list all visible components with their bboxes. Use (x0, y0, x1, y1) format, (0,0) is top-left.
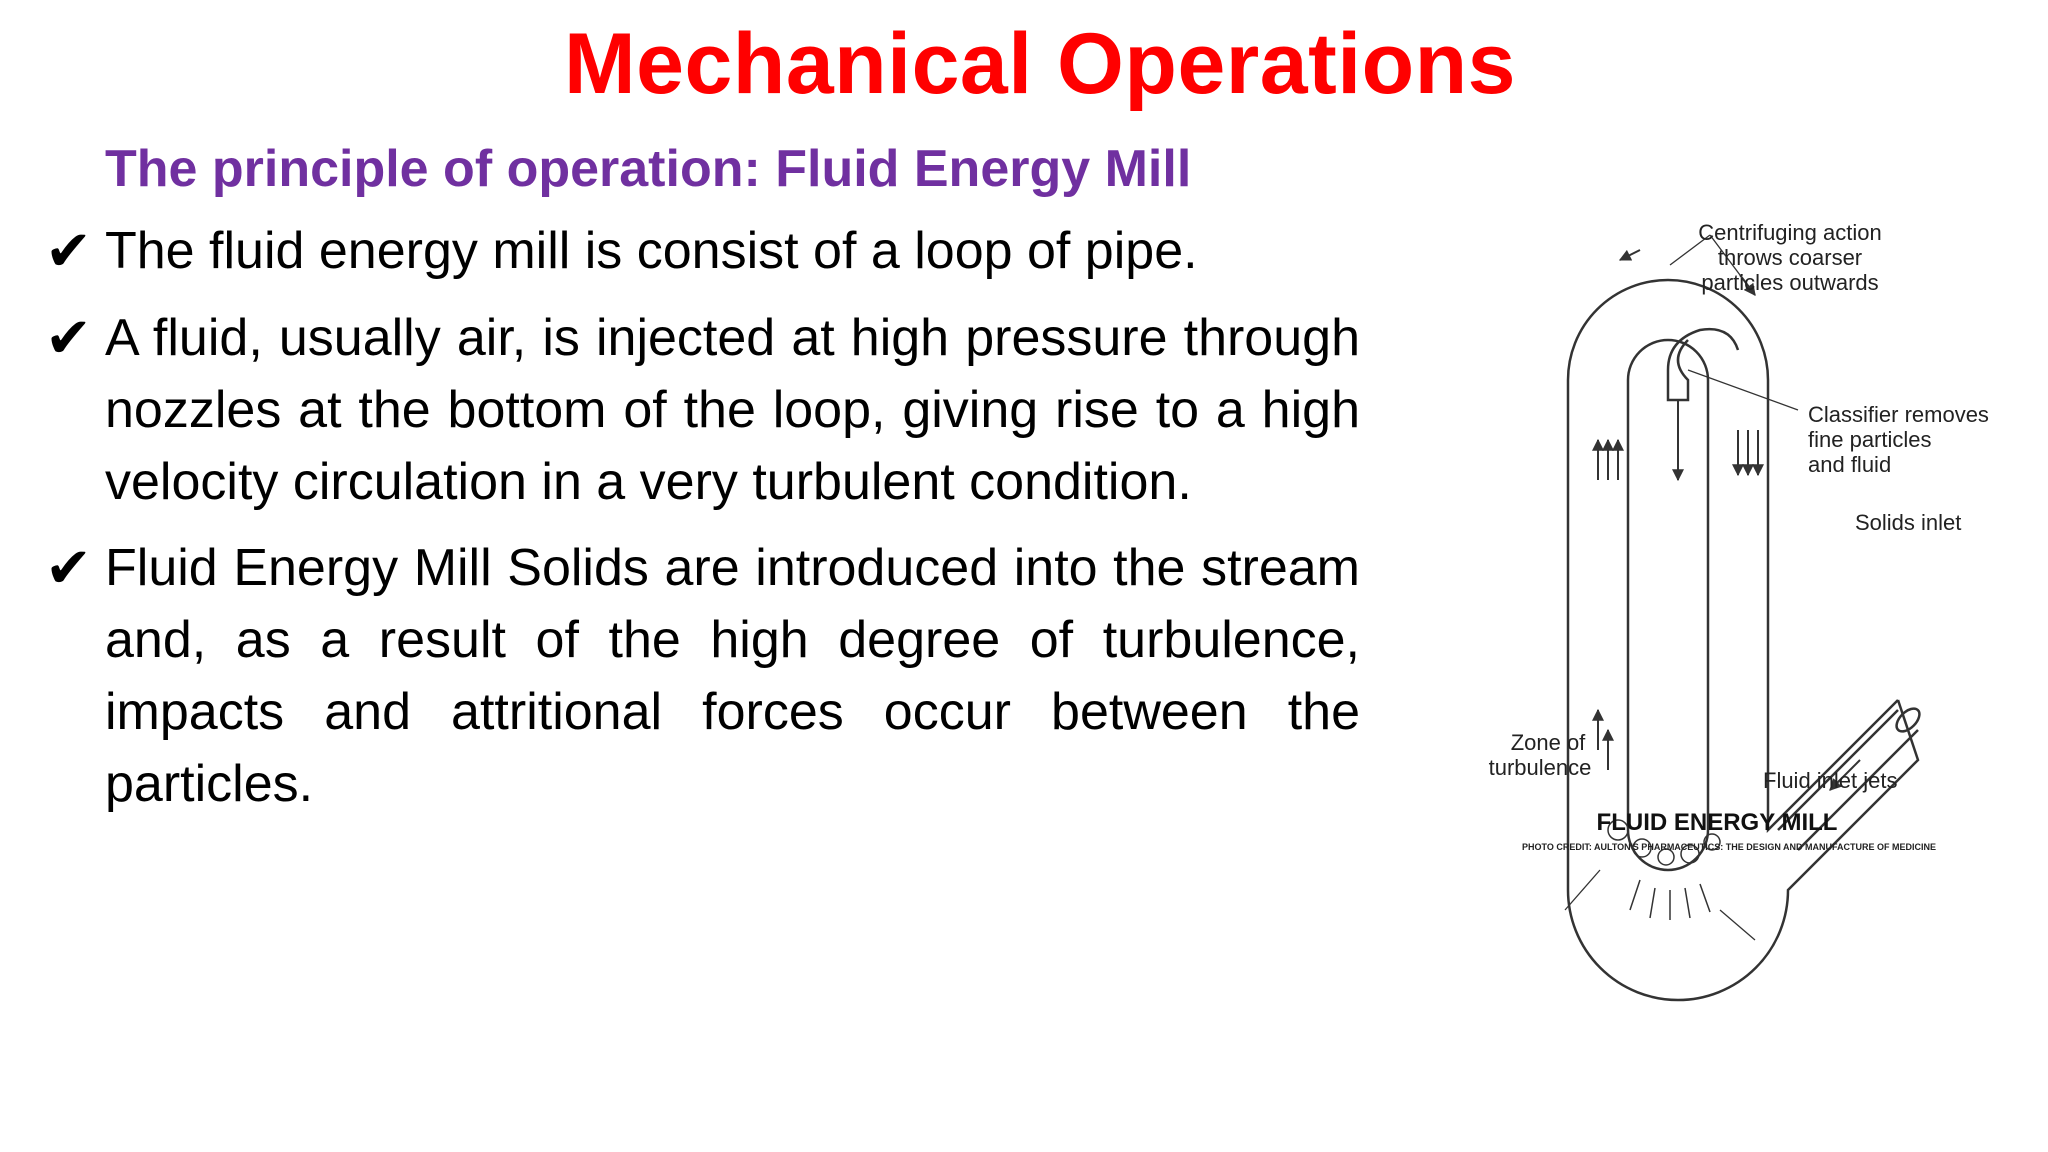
diagram-caption: FLUID ENERGY MILL (1596, 809, 1838, 836)
label-fluid-inlet: Fluid inlet jets (1763, 768, 1898, 793)
classifier-icon (1668, 329, 1738, 400)
label-zone-1: Zone of (1510, 730, 1586, 755)
label-solids-inlet: Solids inlet (1855, 510, 1962, 535)
inlet-opening (1892, 704, 1923, 735)
bullet-item (45, 220, 1360, 282)
slide-title: Mechanical Operations (563, 16, 1516, 112)
fluid-energy-mill-diagram (1420, 190, 2048, 1090)
mill-diagram-svg (1420, 190, 2048, 1090)
slide-subtitle: The principle of operation: Fluid Energy Mill (105, 140, 1192, 198)
bullet-list (45, 220, 1360, 834)
top-flow-arrow (1620, 250, 1640, 260)
checkmark-icon: ✔ (45, 219, 92, 282)
flow-arrows (1598, 250, 1860, 790)
photo-credit: PHOTO CREDIT: AULTON'S PHARMACEUTICS: THE DESIGN AND MANUFACTURE OF MEDICINE (1522, 842, 1936, 852)
bullet-item (45, 302, 1360, 518)
bullet-text: The fluid energy mill is consist of a loop of pipe. (105, 222, 1198, 280)
label-classifier-3: and fluid (1808, 452, 1892, 477)
inner-pipe-wall (1628, 340, 1708, 870)
label-centrifuging-3: particles outwards (1701, 270, 1879, 295)
mill-loop (1568, 280, 1924, 1000)
label-classifier-2: fine particles (1808, 427, 1932, 452)
checkmark-icon: ✔ (45, 306, 92, 369)
fluid-jets (1630, 880, 1710, 920)
label-classifier-1: Classifier removes (1808, 402, 1989, 427)
bullet-text: A fluid, usually air, is injected at high pressure through nozzles at the bottom of the loop, giving rise to a high velocity circulation in a very turbulent condition. (105, 309, 1360, 511)
label-centrifuging-1: Centrifuging action (1698, 220, 1882, 245)
label-centrifuging-2: throws coarser (1717, 245, 1863, 270)
label-zone-2: turbulence (1488, 755, 1592, 780)
checkmark-icon: ✔ (45, 536, 92, 599)
bullet-text: Fluid Energy Mill Solids are introduced into the stream and, as a result of the high degree of turbulence, impacts and attritional forces occur between the particles. (105, 539, 1360, 813)
bullet-item (45, 532, 1360, 820)
